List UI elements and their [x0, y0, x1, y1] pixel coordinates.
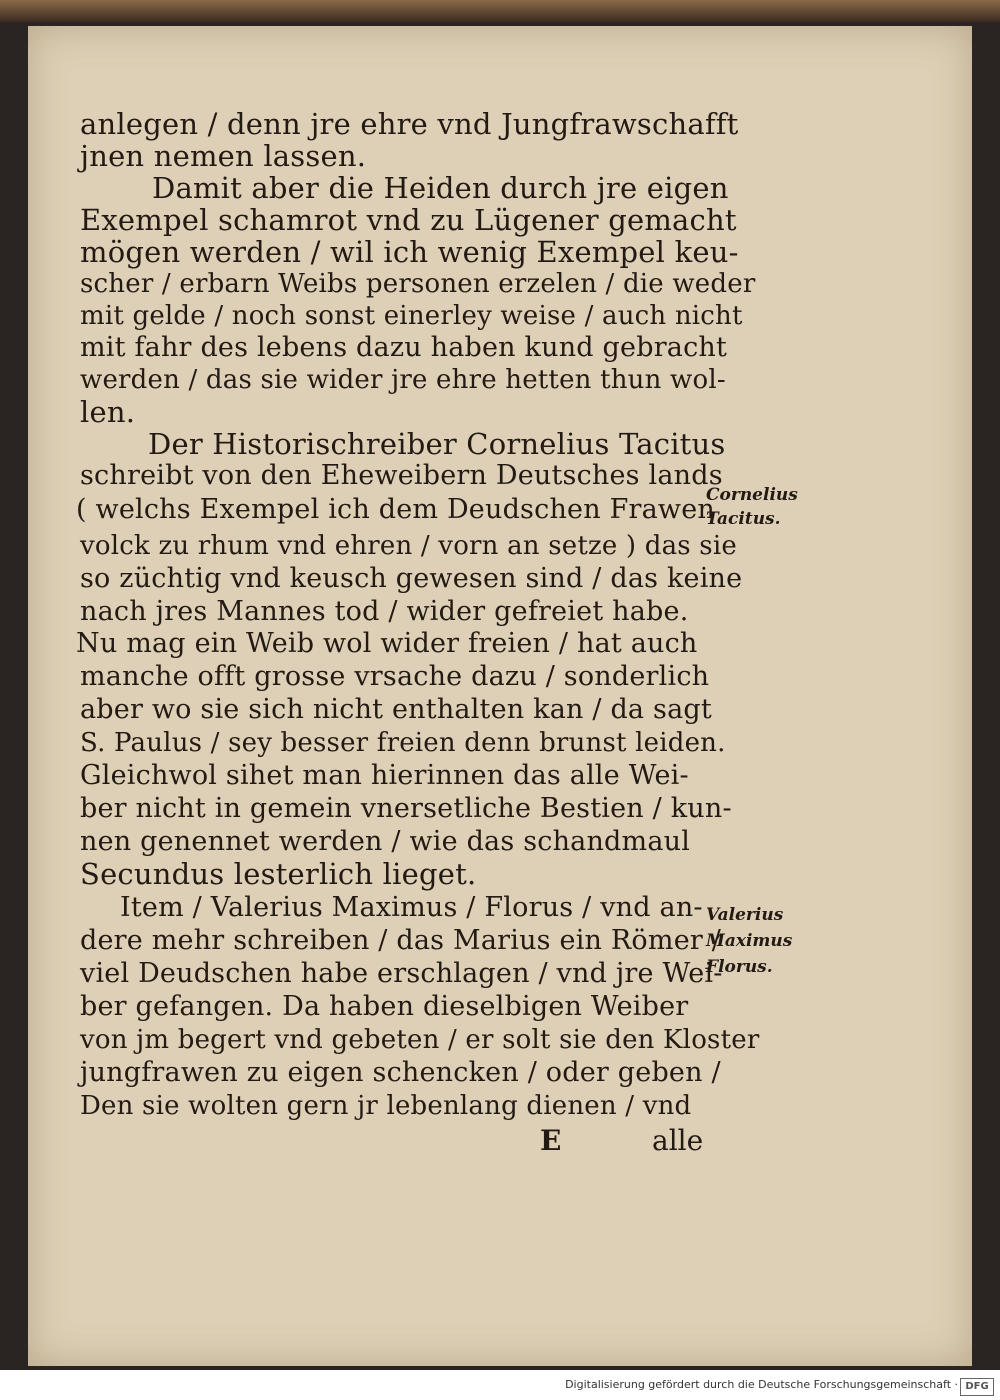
catchword: alle: [652, 1124, 704, 1157]
text-line: S. Paulus / sey besser freien denn brunst leiden.: [80, 728, 726, 758]
text-line: mit fahr des lebens dazu haben kund gebracht: [80, 332, 728, 363]
margin-note-florus: Florus.: [706, 957, 773, 977]
text-line: Nu mag ein Weib wol wider freien / hat auch: [76, 628, 698, 659]
text-line: mit gelde / noch sonst einerley weise / auch nicht: [80, 301, 743, 331]
text-line: schreibt von den Eheweibern Deutsches lands: [80, 460, 723, 491]
margin-note-valerius: Valerius: [706, 905, 784, 925]
text-line: Der Historischreiber Cornelius Tacitus: [148, 427, 726, 461]
text-line: viel Deudschen habe erschlagen / vnd jre Wei-: [80, 958, 723, 989]
text-line: scher / erbarn Weibs personen erzelen / die weder: [80, 269, 756, 299]
text-line: ber gefangen. Da haben dieselbigen Weiber: [80, 991, 689, 1022]
text-line: von jm begert vnd gebeten / er solt sie den Kloster: [80, 1025, 760, 1055]
text-line: Den sie wolten gern jr lebenlang dienen / vnd: [80, 1091, 692, 1121]
text-line: mögen werden / wil ich wenig Exempel keu-: [80, 235, 739, 269]
book-edge-strip: [0, 0, 1000, 22]
text-line: Gleichwol sihet man hierinnen das alle Wei-: [80, 760, 689, 791]
text-line: nen genennet werden / wie das schandmaul: [80, 826, 691, 857]
text-line: werden / das sie wider jre ehre hetten thun wol-: [80, 365, 726, 395]
text-line: Item / Valerius Maximus / Florus / vnd an-: [120, 892, 703, 923]
footer: [0, 1376, 1000, 1400]
margin-note-maximus: Maximus: [706, 931, 793, 951]
text-line: so züchtig vnd keusch gewesen sind / das keine: [80, 563, 743, 594]
text-line: jungfrawen zu eigen schencken / oder geben /: [80, 1057, 721, 1088]
text-line: anlegen / denn jre ehre vnd Jungfrawschafft: [80, 107, 739, 141]
text-line: manche offt grosse vrsache dazu / sonderlich: [80, 661, 710, 692]
text-line: jnen nemen lassen.: [80, 139, 367, 173]
margin-note-cornelius: Cornelius: [706, 485, 798, 505]
text-line: dere mehr schreiben / das Marius ein Römer /: [80, 925, 722, 956]
signature-mark: E: [540, 1124, 562, 1157]
text-line: Secundus lesterlich lieget.: [80, 857, 477, 891]
text-line: ber nicht in gemein vnersetliche Bestien / kun-: [80, 793, 732, 824]
dfg-logo-icon: DFG: [960, 1378, 994, 1396]
margin-note-tacitus: Tacitus.: [706, 509, 781, 529]
text-line: Damit aber die Heiden durch jre eigen: [152, 171, 729, 205]
funding-note: Digitalisierung gefördert durch die Deutsche Forschungsgemeinschaft ·: [565, 1378, 958, 1391]
text-line: nach jres Mannes tod / wider gefreiet habe.: [80, 596, 689, 627]
text-line: aber wo sie sich nicht enthalten kan / da sagt: [80, 694, 712, 725]
text-line: ( welchs Exempel ich dem Deudschen Frawen: [76, 494, 715, 525]
text-line: len.: [80, 395, 136, 429]
text-line: Exempel schamrot vnd zu Lügener gemacht: [80, 203, 737, 237]
text-line: volck zu rhum vnd ehren / vorn an setze ) das sie: [80, 531, 737, 561]
